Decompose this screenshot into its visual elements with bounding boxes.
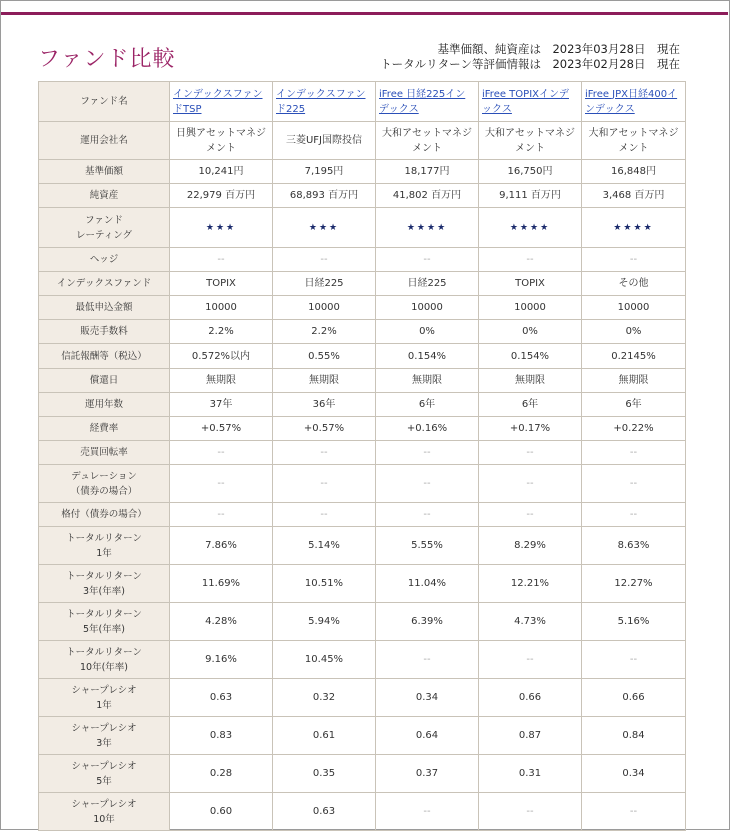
table-cell [582, 320, 686, 344]
table-cell [170, 320, 273, 344]
table-row [39, 793, 686, 831]
cell-value: 4.28% [205, 616, 237, 627]
cell-value: 12.27% [614, 578, 653, 589]
table-cell [582, 503, 686, 527]
cell-value: -- [526, 509, 534, 520]
fund-name-cell [479, 82, 582, 122]
cell-value: 22,979 百万円 [186, 190, 256, 201]
cell-value: 0.572%以内 [191, 350, 251, 362]
cell-value: 2.2% [208, 326, 234, 337]
cell-value: 10.51% [304, 578, 344, 589]
row-label: 基準価額 [39, 160, 170, 184]
table-row [39, 679, 686, 717]
cell-value: 0% [625, 326, 642, 337]
table-row [39, 527, 686, 565]
table-cell [170, 527, 273, 565]
table-cell [376, 717, 479, 755]
table-cell [479, 641, 582, 679]
table-cell [479, 717, 582, 755]
row-label: 格付（債券の場合） [39, 503, 170, 527]
fund-name-link[interactable]: インデックスファンドTSP [173, 88, 263, 115]
table-cell [376, 503, 479, 527]
table-cell [170, 717, 273, 755]
table-cell [479, 369, 582, 393]
cell-value: 大和アセットマネジメント [485, 127, 575, 154]
table-cell [582, 248, 686, 272]
table-cell [479, 417, 582, 441]
cell-value: 0% [522, 326, 538, 337]
cell-value: -- [526, 654, 534, 665]
table-cell [582, 465, 686, 503]
table-cell [582, 160, 686, 184]
table-cell [170, 755, 273, 793]
table-cell [479, 272, 582, 296]
table-cell [170, 441, 273, 465]
cell-value: -- [423, 654, 431, 665]
table-cell [273, 527, 376, 565]
cell-value: -- [320, 254, 328, 265]
table-cell [273, 793, 376, 831]
table-cell [582, 565, 686, 603]
row-label: 売買回転率 [39, 441, 170, 465]
row-label: 信託報酬等（税込） [39, 344, 170, 369]
fund-name-cell [170, 82, 273, 122]
table-row [39, 248, 686, 272]
table-cell [273, 603, 376, 641]
table-cell [273, 344, 376, 369]
table-cell [582, 296, 686, 320]
table-cell [479, 755, 582, 793]
table-row [39, 565, 686, 603]
rating-stars: ★★★★ [406, 222, 448, 233]
table-cell [273, 565, 376, 603]
cell-value: 0.63 [209, 692, 233, 703]
table-cell [376, 755, 479, 793]
row-label: ファンド レーティング [39, 208, 170, 248]
row-label: トータルリターン 5年(年率) [39, 603, 170, 641]
row-label: ファンド名 [39, 82, 170, 122]
cell-value: 三菱UFJ国際投信 [285, 135, 363, 146]
page-title: ファンド比較 [38, 47, 176, 72]
table-cell [376, 320, 479, 344]
table-cell [170, 603, 273, 641]
table-cell [376, 272, 479, 296]
cell-value: 11.04% [407, 578, 447, 589]
table-cell [479, 248, 582, 272]
table-cell [273, 248, 376, 272]
row-label: シャープレシオ 1年 [39, 679, 170, 717]
row-label: 最低申込金額 [39, 296, 170, 320]
cell-value: 0.63 [312, 806, 336, 817]
table-cell [170, 248, 273, 272]
table-row [39, 296, 686, 320]
cell-value: 12.21% [510, 578, 550, 589]
fund-name-link[interactable]: iFree 日経225インデックス [379, 88, 466, 115]
cell-value: 0.84 [622, 730, 645, 741]
cell-value: 0.64 [415, 730, 439, 741]
nav-date-line: 基準価額、純資産は 2023年03月28日 現在 [437, 42, 680, 56]
table-row [39, 465, 686, 503]
rating-stars: ★★★ [308, 222, 340, 233]
table-cell [170, 344, 273, 369]
cell-value: 無期限 [412, 375, 442, 386]
table-cell [582, 122, 686, 160]
cell-value: 0.32 [312, 692, 336, 703]
cell-value: -- [217, 254, 225, 265]
rating-stars: ★★★★ [509, 222, 551, 233]
cell-value: -- [526, 254, 534, 265]
row-label: 運用会社名 [39, 122, 170, 160]
rating-stars: ★★★★ [613, 222, 654, 233]
cell-value: 10000 [308, 302, 340, 313]
cell-value: -- [526, 478, 534, 489]
cell-value: 日興アセットマネジメント [176, 127, 266, 154]
cell-value: 0.66 [622, 692, 645, 703]
cell-value: 10000 [411, 302, 443, 313]
table-cell [479, 160, 582, 184]
table-cell [170, 641, 273, 679]
cell-value: 5.55% [411, 540, 443, 551]
table-cell [479, 320, 582, 344]
table-cell [582, 417, 686, 441]
cell-value: 9.16% [205, 654, 237, 665]
table-cell [273, 441, 376, 465]
cell-value: -- [629, 654, 638, 665]
table-cell [376, 679, 479, 717]
cell-value: 6年 [418, 399, 436, 410]
cell-value: +0.57% [200, 423, 242, 434]
table-cell [273, 272, 376, 296]
table-cell [376, 527, 479, 565]
return-date-line: トータルリターン等評価情報は 2023年02月28日 現在 [380, 57, 680, 71]
table-cell [273, 465, 376, 503]
row-label: 運用年数 [39, 393, 170, 417]
table-cell [273, 755, 376, 793]
table-cell [479, 503, 582, 527]
table-row [39, 755, 686, 793]
table-cell [170, 793, 273, 831]
table-cell [273, 122, 376, 160]
table-cell [273, 503, 376, 527]
table-cell [376, 793, 479, 831]
cell-value: 日経225 [407, 278, 447, 289]
table-row [39, 417, 686, 441]
row-label: シャープレシオ 5年 [39, 755, 170, 793]
cell-value: 68,893 百万円 [289, 190, 359, 201]
cell-value: 0.60 [209, 806, 233, 817]
table-cell [170, 465, 273, 503]
table-cell [582, 679, 686, 717]
cell-value: 0.61 [312, 730, 336, 741]
row-label: インデックスファンド [39, 272, 170, 296]
table-cell [170, 393, 273, 417]
table-cell [376, 184, 479, 208]
table-cell [170, 503, 273, 527]
table-cell [376, 369, 479, 393]
cell-value: -- [320, 478, 328, 489]
table-cell [376, 248, 479, 272]
cell-value: -- [320, 447, 328, 458]
table-cell [376, 208, 479, 248]
cell-value: 16,848円 [611, 166, 656, 177]
row-label: 経費率 [39, 417, 170, 441]
cell-value: 無期限 [618, 375, 649, 386]
table-cell [273, 679, 376, 717]
cell-value: 0.2145% [611, 350, 656, 362]
cell-value: 8.63% [617, 540, 650, 551]
table-cell [376, 393, 479, 417]
fund-name-link[interactable]: iFree TOPIXインデックス [482, 88, 569, 115]
table-cell [170, 184, 273, 208]
fund-name-cell [582, 82, 686, 122]
table-row [39, 503, 686, 527]
table-cell [582, 441, 686, 465]
cell-value: 4.73% [514, 616, 546, 627]
cell-value: 0.28 [209, 768, 233, 779]
cell-value: -- [320, 509, 328, 520]
cell-value: 0.154% [510, 350, 550, 362]
table-cell [170, 208, 273, 248]
cell-value: 7,195円 [304, 166, 344, 177]
cell-value: 無期限 [206, 375, 236, 386]
cell-value: 5.14% [308, 540, 340, 551]
table-row [39, 122, 686, 160]
table-cell [582, 641, 686, 679]
table-cell [170, 369, 273, 393]
table-cell [376, 603, 479, 641]
cell-value: -- [629, 478, 638, 489]
table-cell [170, 122, 273, 160]
cell-value: +0.16% [406, 423, 448, 434]
row-label: 償還日 [39, 369, 170, 393]
cell-value: TOPIX [515, 278, 545, 289]
table-cell [273, 393, 376, 417]
table-cell [273, 717, 376, 755]
table-cell [582, 603, 686, 641]
cell-value: -- [423, 447, 431, 458]
table-cell [582, 793, 686, 831]
cell-value: 10,241円 [198, 166, 244, 177]
table-cell [376, 565, 479, 603]
table-cell [273, 369, 376, 393]
cell-value: -- [423, 254, 431, 265]
cell-value: 0.55% [308, 350, 340, 362]
fund-name-cell [273, 82, 376, 122]
cell-value: 8.29% [514, 540, 546, 551]
table-cell [273, 208, 376, 248]
cell-value: 0% [419, 326, 435, 337]
table-row [39, 344, 686, 369]
row-label: 純資産 [39, 184, 170, 208]
table-cell [170, 679, 273, 717]
table-row [39, 393, 686, 417]
table-row [39, 641, 686, 679]
table-cell [273, 184, 376, 208]
table-cell [479, 344, 582, 369]
table-cell [376, 344, 479, 369]
table-cell [273, 296, 376, 320]
cell-value: 0.31 [518, 768, 542, 779]
cell-value: -- [423, 806, 431, 817]
cell-value: +0.17% [509, 423, 551, 434]
cell-value: 大和アセットマネジメント [382, 127, 472, 154]
row-label: 販売手数料 [39, 320, 170, 344]
cell-value: 10000 [205, 302, 237, 313]
cell-value: 3,468 百万円 [602, 190, 665, 201]
table-cell [582, 527, 686, 565]
table-cell [479, 527, 582, 565]
cell-value: 10000 [514, 302, 546, 313]
cell-value: 日経225 [304, 278, 344, 289]
cell-value: 0.66 [518, 692, 542, 703]
cell-value: 36年 [312, 399, 336, 410]
table-cell [170, 272, 273, 296]
cell-value: -- [217, 509, 225, 520]
table-cell [582, 369, 686, 393]
cell-value: TOPIX [206, 278, 236, 289]
fund-name-link[interactable]: iFree JPX日経400インデックス [585, 88, 678, 115]
table-cell [582, 717, 686, 755]
table-cell [273, 417, 376, 441]
cell-value: 6年 [625, 399, 642, 410]
table-row [39, 272, 686, 296]
table-cell [479, 793, 582, 831]
cell-value: 2.2% [311, 326, 337, 337]
table-row [39, 208, 686, 248]
cell-value: 10000 [617, 302, 650, 313]
cell-value: +0.57% [303, 423, 345, 434]
table-cell [479, 184, 582, 208]
table-row [39, 441, 686, 465]
table-row [39, 717, 686, 755]
table-cell [376, 641, 479, 679]
table-cell [479, 603, 582, 641]
table-cell [582, 393, 686, 417]
table-cell [479, 122, 582, 160]
cell-value: 7.86% [205, 540, 237, 551]
cell-value: -- [629, 254, 638, 265]
cell-value: -- [217, 478, 225, 489]
cell-value: 11.69% [201, 578, 241, 589]
cell-value: -- [217, 447, 225, 458]
table-row [39, 320, 686, 344]
table-cell [170, 160, 273, 184]
cell-value: 18,177円 [404, 166, 450, 177]
table-row [39, 184, 686, 208]
table-cell [273, 641, 376, 679]
cell-value: 0.87 [518, 730, 542, 741]
cell-value: 5.94% [308, 616, 340, 627]
table-cell [376, 160, 479, 184]
row-label: トータルリターン 10年(年率) [39, 641, 170, 679]
cell-value: 無期限 [309, 375, 339, 386]
row-label: ヘッジ [39, 248, 170, 272]
table-cell [479, 296, 582, 320]
cell-value: +0.22% [613, 423, 654, 434]
cell-value: 6年 [521, 399, 539, 410]
table-cell [479, 208, 582, 248]
table-cell [170, 565, 273, 603]
table-cell [170, 417, 273, 441]
cell-value: -- [629, 509, 638, 520]
table-row [39, 160, 686, 184]
cell-value: 0.35 [312, 768, 336, 779]
table-row [39, 369, 686, 393]
table-cell [376, 465, 479, 503]
cell-value: 5.16% [617, 616, 650, 627]
cell-value: -- [629, 806, 638, 817]
cell-value: 37年 [209, 399, 233, 410]
cell-value: 0.37 [415, 768, 439, 779]
cell-value: -- [423, 478, 431, 489]
table-cell [170, 296, 273, 320]
table-cell [582, 208, 686, 248]
cell-value: 0.154% [407, 350, 447, 362]
fund-name-row [39, 82, 686, 122]
row-label: シャープレシオ 3年 [39, 717, 170, 755]
fund-comparison-table [38, 81, 686, 831]
cell-value: -- [526, 447, 534, 458]
table-cell [582, 344, 686, 369]
cell-value: 16,750円 [507, 166, 553, 177]
table-cell [376, 441, 479, 465]
cell-value: -- [526, 806, 534, 817]
table-cell [479, 441, 582, 465]
cell-value: 41,802 百万円 [392, 190, 462, 201]
rating-stars: ★★★ [205, 222, 237, 233]
top-accent-bar [1, 12, 728, 15]
cell-value: -- [423, 509, 431, 520]
table-cell [273, 160, 376, 184]
table-cell [479, 393, 582, 417]
cell-value: 6.39% [411, 616, 443, 627]
cell-value: 無期限 [515, 375, 545, 386]
cell-value: 10.45% [304, 654, 344, 665]
cell-value: 大和アセットマネジメント [588, 127, 679, 154]
cell-value: 0.83 [209, 730, 233, 741]
row-label: トータルリターン 3年(年率) [39, 565, 170, 603]
cell-value: その他 [618, 278, 649, 289]
table-cell [273, 320, 376, 344]
fund-name-cell [376, 82, 479, 122]
row-label: シャープレシオ 10年 [39, 793, 170, 831]
cell-value: 0.34 [622, 768, 645, 779]
table-cell [582, 755, 686, 793]
table-cell [479, 679, 582, 717]
row-label: トータルリターン 1年 [39, 527, 170, 565]
row-label: デュレーション （債券の場合） [39, 465, 170, 503]
table-cell [479, 565, 582, 603]
cell-value: -- [629, 447, 638, 458]
table-cell [376, 417, 479, 441]
table-cell [582, 272, 686, 296]
table-cell [376, 296, 479, 320]
table-cell [582, 184, 686, 208]
cell-value: 0.34 [415, 692, 439, 703]
cell-value: 9,111 百万円 [499, 190, 561, 201]
fund-name-link[interactable]: インデックスファンド225 [276, 88, 366, 115]
table-row [39, 603, 686, 641]
table-cell [376, 122, 479, 160]
date-info [380, 42, 680, 72]
table-cell [479, 465, 582, 503]
